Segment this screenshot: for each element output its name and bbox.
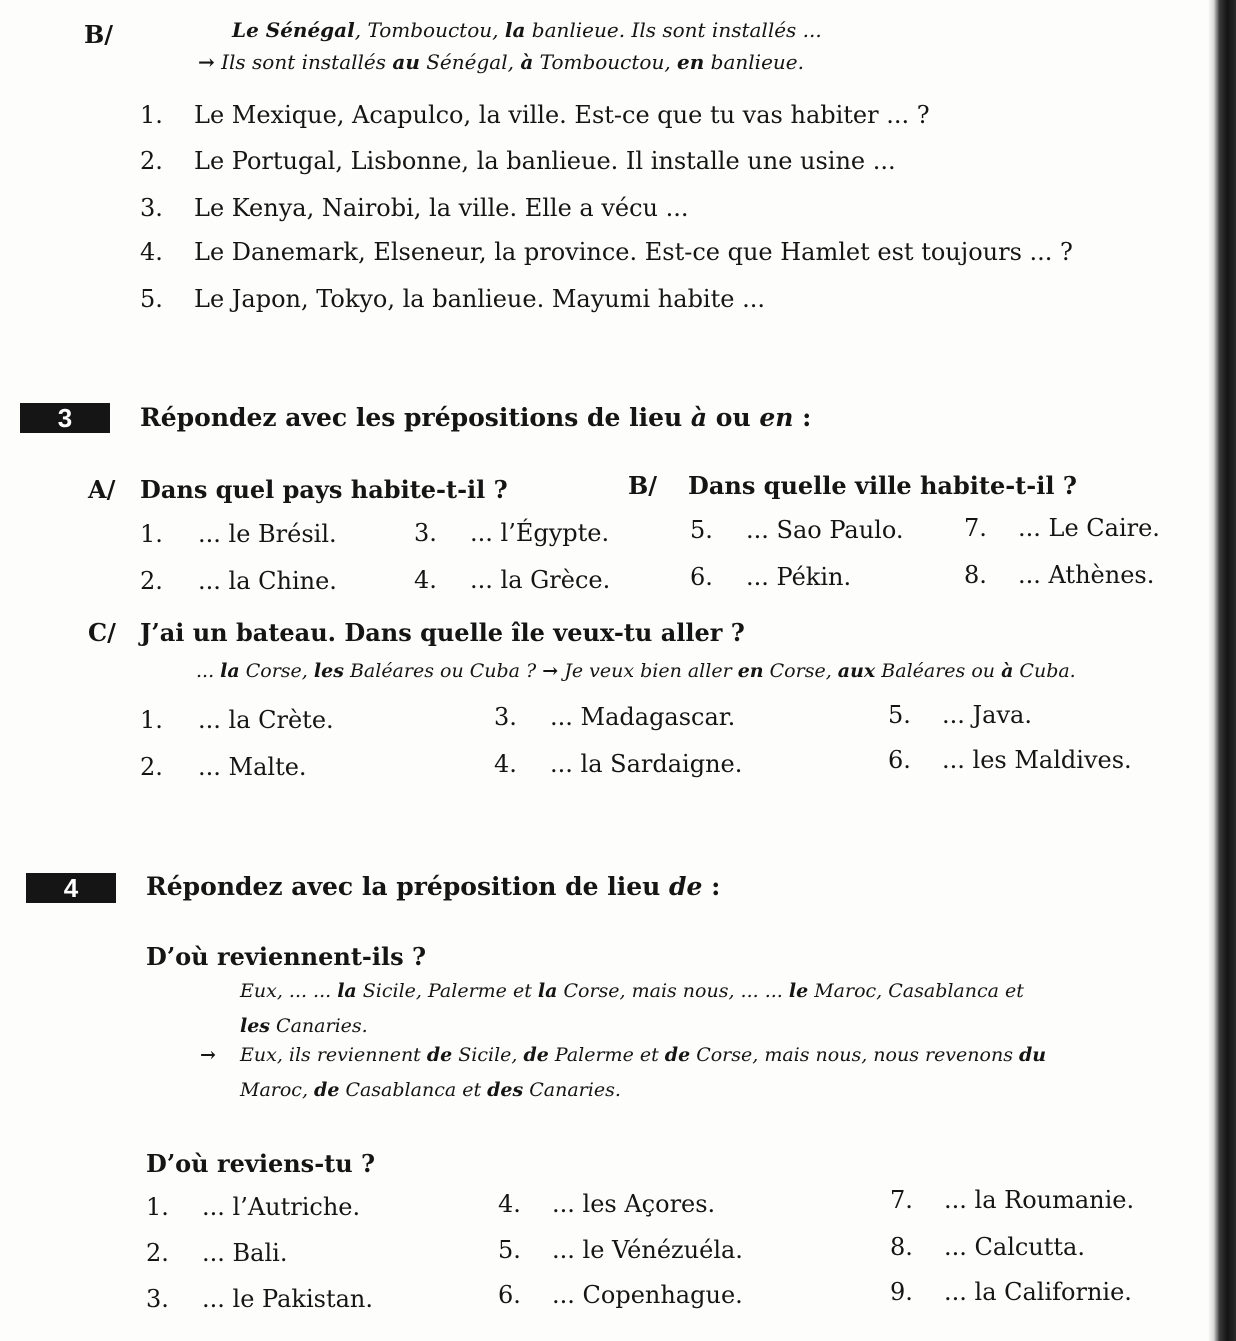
list-item: 3. Le Kenya, Nairobi, la ville. Elle a vécu ... [140,194,689,222]
list-item: 1. ... la Crète. [140,706,334,734]
exercise-4-title: Répondez avec la préposition de lieu de : [146,872,721,901]
answer-line-2: Maroc, de Casablanca et des Canaries. [240,1079,621,1101]
list-item: 8. ... Athènes. [964,561,1155,589]
list-item: 6. ... les Maldives. [888,746,1132,774]
part-c-example: ... la Corse, les Baléares ou Cuba ? → Je veux bien aller en Corse, aux Baléares ou à Cuba. [196,660,1076,682]
question-1: D’où reviennent-ils ? [146,942,427,971]
answer-line-1: → Eux, ils reviennent de Sicile, de Palerme et de Corse, mais nous, nous revenons du [200,1044,1047,1066]
list-item: 1. ... l’Autriche. [146,1193,361,1221]
list-item: 2. ... la Chine. [140,567,337,595]
exercise-4-badge: 4 [26,873,116,903]
list-item: 1. Le Mexique, Acapulco, la ville. Est-ce que tu vas habiter ... ? [140,101,930,129]
part-c-label: C/ [88,618,116,647]
list-item: 4. ... la Grèce. [414,566,611,594]
part-a-label: A/ [88,475,116,504]
list-item: 2. ... Bali. [146,1239,288,1267]
list-item: 2. Le Portugal, Lisbonne, la banlieue. Il installe une usine ... [140,147,896,175]
part-b-question: Dans quelle ville habite-t-il ? [688,471,1077,500]
list-item: 7. ... Le Caire. [964,514,1160,542]
page-edge [1214,0,1236,1341]
list-item: 8. ... Calcutta. [890,1233,1085,1261]
example-line-1: Eux, ... ... la Sicile, Palerme et la Corse, mais nous, ... ... le Maroc, Casablanca et [240,980,1024,1002]
list-item: 6. ... Pékin. [690,563,852,591]
part-a-question: Dans quel pays habite-t-il ? [140,475,508,504]
example-line-2: les Canaries. [240,1015,368,1037]
list-item: 5. ... Sao Paulo. [690,516,904,544]
exercise-3-badge: 3 [20,403,110,433]
part-b-label-2: B/ [628,471,658,500]
part-b-example-prompt: Le Sénégal, Tombouctou, la banlieue. Ils sont installés ... [232,18,822,42]
list-item: 9. ... la Californie. [890,1278,1132,1306]
list-item: 4. ... les Açores. [498,1190,716,1218]
list-item: 5. Le Japon, Tokyo, la banlieue. Mayumi habite ... [140,285,765,313]
list-item: 7. ... la Roumanie. [890,1186,1135,1214]
list-item: 5. ... le Vénézuéla. [498,1236,743,1264]
list-item: 6. ... Copenhague. [498,1281,743,1309]
part-b-example-answer: → Ils sont installés au Sénégal, à Tombouctou, en banlieue. [198,50,804,74]
list-item: 5. ... Java. [888,701,1032,729]
exercise-3-title: Répondez avec les prépositions de lieu à ou en : [140,403,812,432]
list-item: 3. ... le Pakistan. [146,1285,373,1313]
list-item: 1. ... le Brésil. [140,520,337,548]
list-item: 3. ... l’Égypte. [414,519,610,547]
list-item: 4. ... la Sardaigne. [494,750,743,778]
list-item: 2. ... Malte. [140,753,307,781]
part-b-label: B/ [84,20,114,49]
question-2: D’où reviens-tu ? [146,1149,376,1178]
list-item: 4. Le Danemark, Elseneur, la province. Est-ce que Hamlet est toujours ... ? [140,238,1073,266]
list-item: 3. ... Madagascar. [494,703,736,731]
part-c-question: J’ai un bateau. Dans quelle île veux-tu aller ? [140,618,745,647]
